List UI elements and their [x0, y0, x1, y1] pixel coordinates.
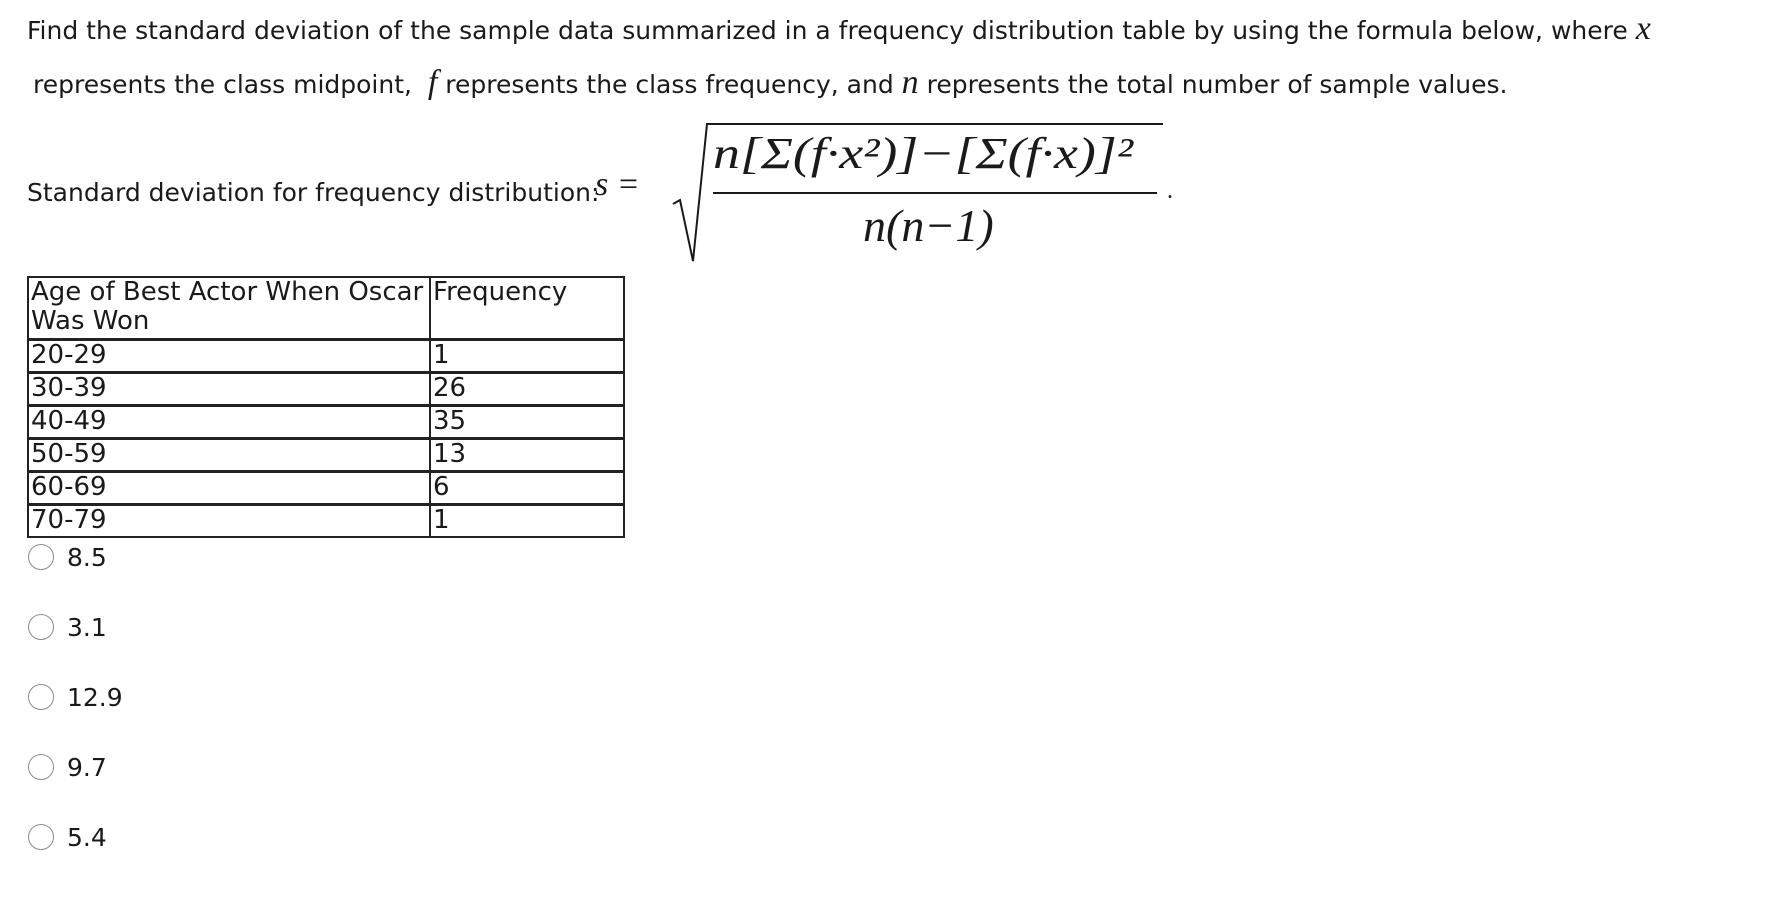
answer-option-5[interactable]	[28, 824, 123, 894]
radio-button[interactable]	[28, 614, 54, 640]
question-text-part2: represents the class midpoint,	[33, 70, 412, 99]
formula-lhs: s =	[595, 166, 640, 203]
column-header-frequency: Frequency	[430, 277, 624, 340]
var-n: n	[901, 64, 919, 101]
frequency-cell: 1	[430, 340, 624, 373]
age-class-cell: 40-49	[28, 406, 430, 439]
answer-choices	[28, 544, 123, 894]
question-text-part3: represents the class frequency, and	[445, 70, 894, 99]
formula-label: Standard deviation for frequency distribution:	[27, 178, 600, 207]
frequency-cell: 1	[430, 505, 624, 538]
answer-label: 5.4	[67, 823, 107, 852]
answer-option-3[interactable]	[28, 684, 123, 754]
frequency-cell: 26	[430, 373, 624, 406]
question-line-1	[27, 10, 1651, 48]
age-class-cell: 70-79	[28, 505, 430, 538]
answer-label: 3.1	[67, 613, 107, 642]
table-row	[28, 340, 624, 373]
frequency-cell: 13	[430, 439, 624, 472]
answer-option-1[interactable]	[28, 544, 123, 614]
radio-button[interactable]	[28, 824, 54, 850]
answer-label: 8.5	[67, 543, 107, 572]
var-f: f	[427, 64, 438, 101]
answer-option-4[interactable]	[28, 754, 123, 824]
age-class-cell: 20-29	[28, 340, 430, 373]
table-header-row	[28, 277, 624, 340]
radio-button[interactable]	[28, 544, 54, 570]
age-class-cell: 30-39	[28, 373, 430, 406]
frequency-cell: 6	[430, 472, 624, 505]
table-row	[28, 406, 624, 439]
radio-button[interactable]	[28, 684, 54, 710]
answer-label: 9.7	[67, 753, 107, 782]
std-dev-formula	[595, 116, 1215, 271]
table-row	[28, 505, 624, 538]
formula-period: .	[1167, 178, 1173, 204]
age-class-cell: 60-69	[28, 472, 430, 505]
question-text-part4: represents the total number of sample values.	[926, 70, 1508, 99]
table-row	[28, 472, 624, 505]
formula-numerator: n[Σ(f·x²)]−[Σ(f·x)]²	[713, 129, 1134, 178]
column-header-age: Age of Best Actor When Oscar Was Won	[28, 277, 430, 340]
var-x: x	[1635, 10, 1651, 47]
frequency-table	[27, 276, 625, 538]
answer-option-2[interactable]	[28, 614, 123, 684]
frequency-cell: 35	[430, 406, 624, 439]
question-line-2	[33, 64, 1507, 102]
table-row	[28, 439, 624, 472]
answer-label: 12.9	[67, 683, 123, 712]
age-class-cell: 50-59	[28, 439, 430, 472]
radio-button[interactable]	[28, 754, 54, 780]
table-row	[28, 373, 624, 406]
question-text-part1: Find the standard deviation of the sample data summarized in a frequency distribution table by using the formula below, where	[27, 16, 1628, 45]
formula-denominator: n(n−1)	[863, 200, 994, 251]
